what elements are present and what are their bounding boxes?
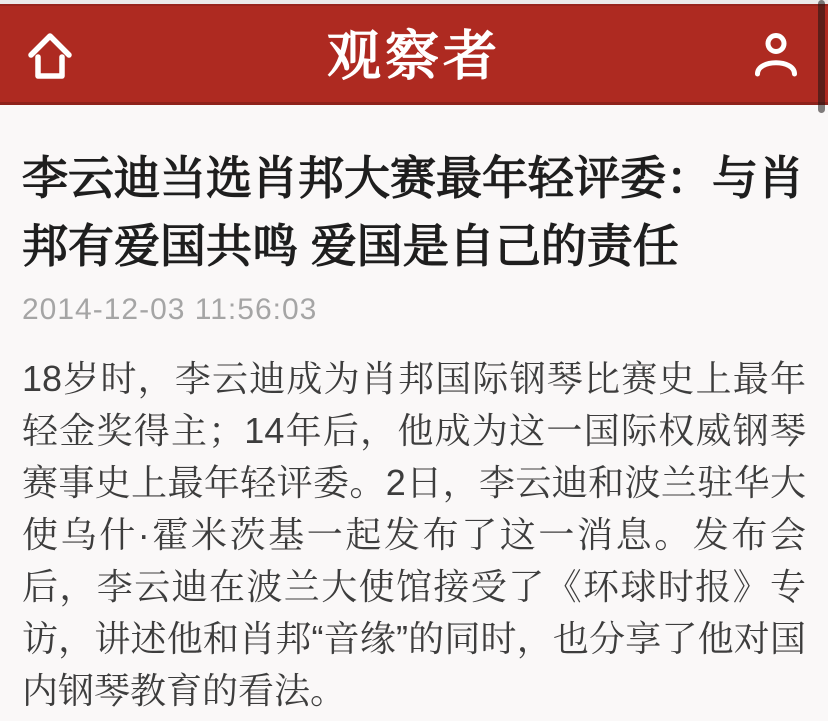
article-date: 2014-12-03 11:56:03 [22,293,318,326]
scrollbar-thumb[interactable] [818,0,825,113]
user-button[interactable] [754,33,798,77]
article [0,105,828,717]
article-title: 李云迪当选肖邦大赛最年轻评委：与肖邦有爱国共鸣 爱国是自己的责任 [22,152,804,272]
app-logo: 观察者 [327,25,501,86]
article-body: 18岁时，李云迪成为肖邦国际钢琴比赛史上最年轻金奖得主；14年后，他成为这一国际权威钢琴赛事史上最年轻评委。2日，李云迪和波兰驻华大使乌什·霍米茨基一起发布了这一消息。发布会后，李云迪在波兰大使馆接受了《环球时报》专访，讲述他和肖邦“音缘”的同时，也分享了他对国内钢琴教育的看法。 [22,358,806,711]
app-header [0,4,828,105]
home-icon [28,30,72,80]
user-icon [754,33,798,77]
home-button[interactable] [28,30,72,80]
